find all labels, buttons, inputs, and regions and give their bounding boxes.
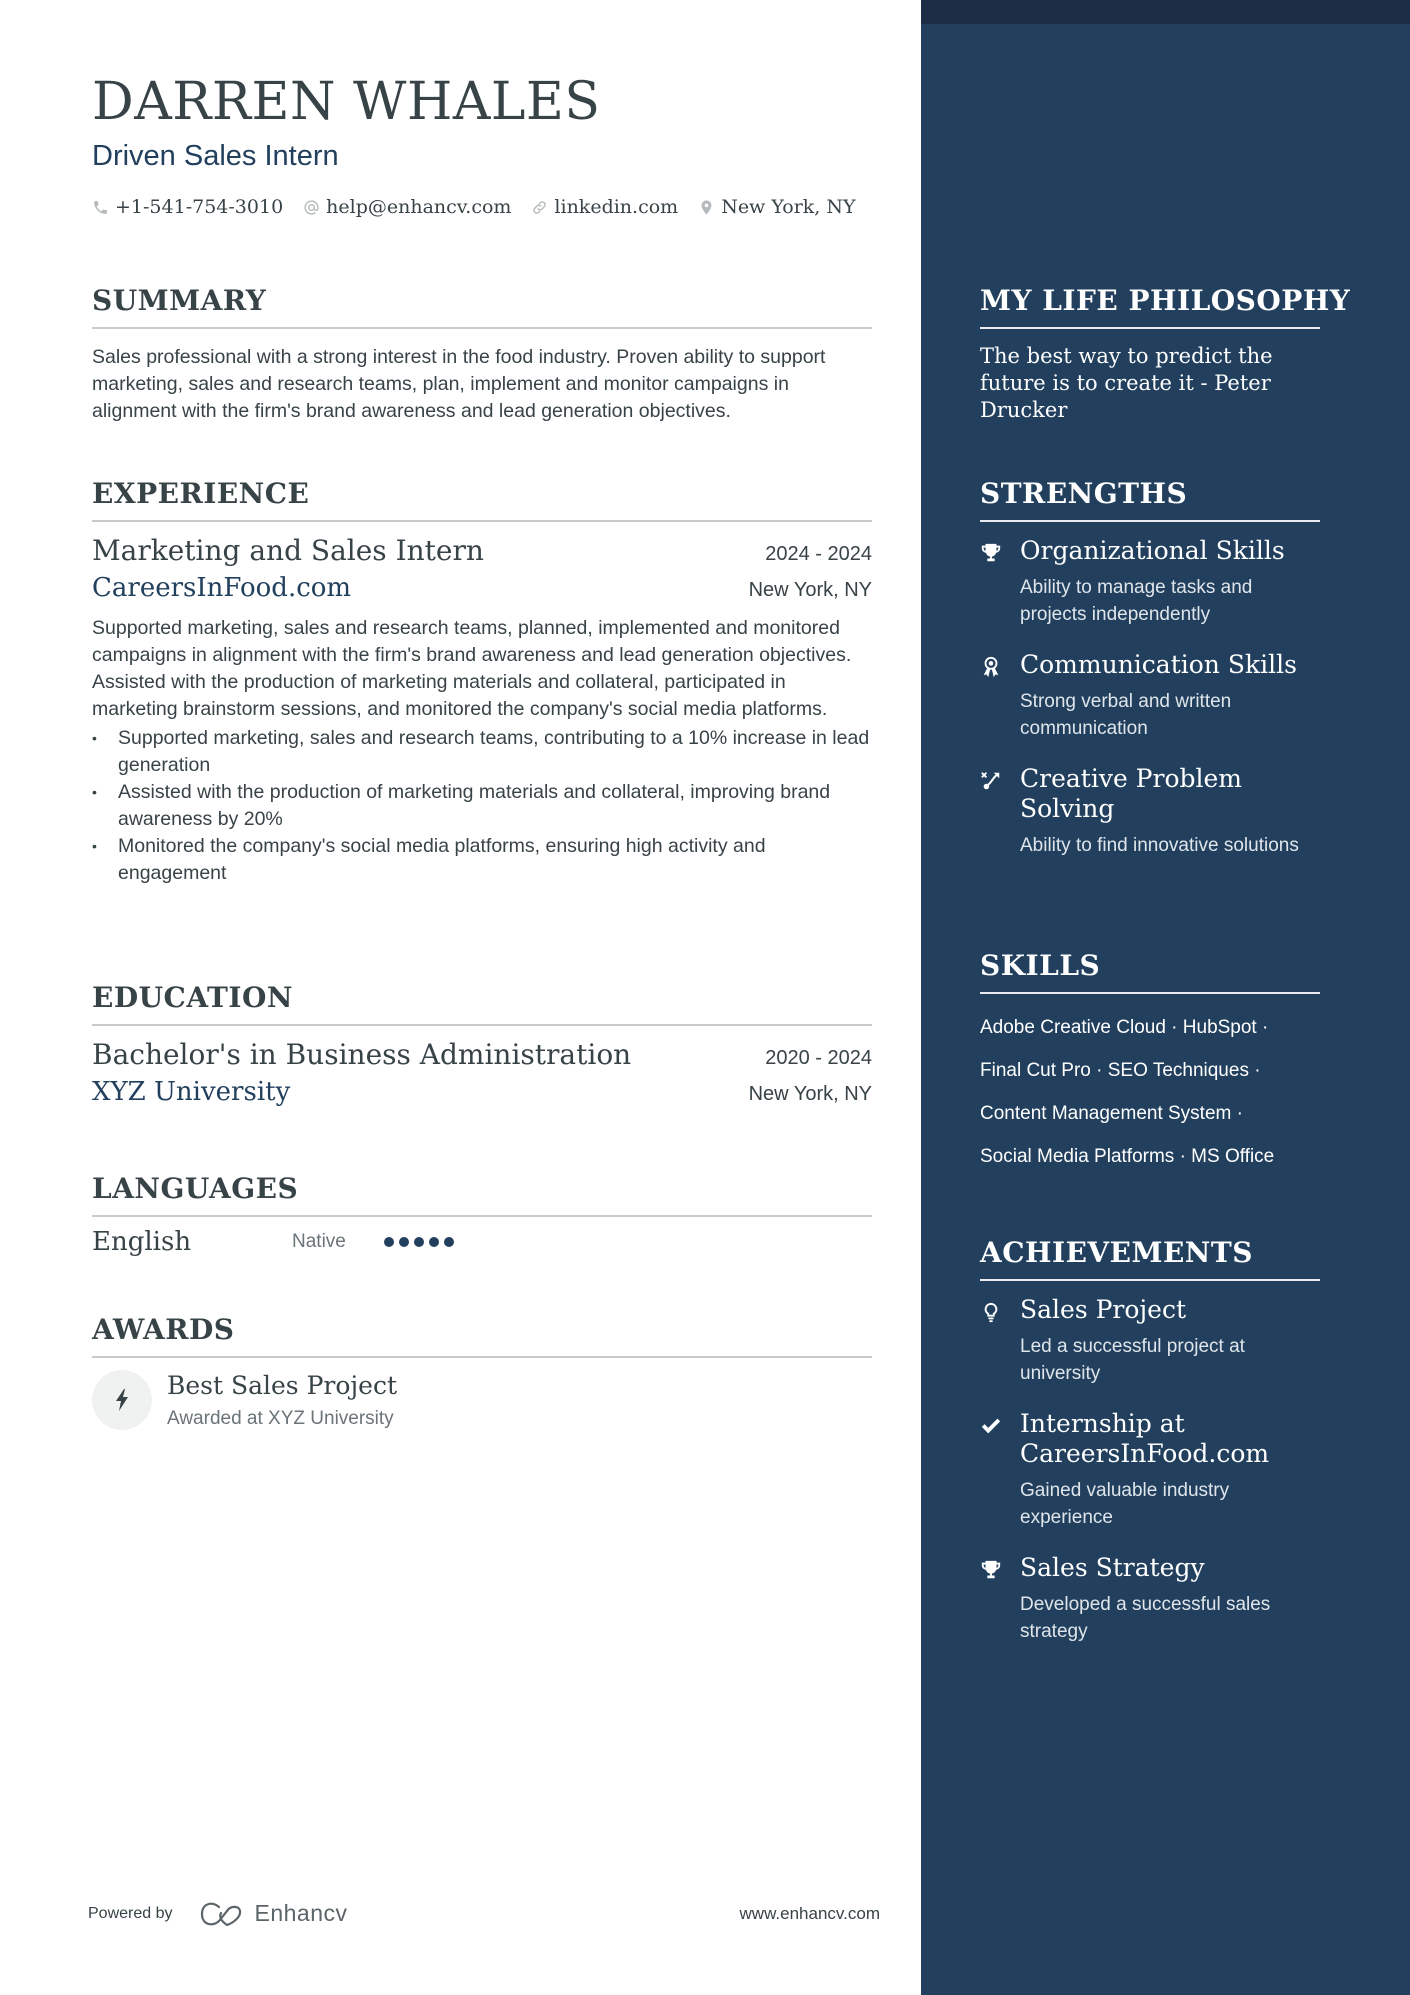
job-description: Supported marketing, sales and research teams, planned, implemented and monitored campaigns in alignment with the firm's brand awareness and lead generation objectives. Assisted with the production of marketing materials and collateral, participated in marketing brainstorm sessions, and monitored the company's social media platforms. (92, 617, 852, 720)
proficiency-dot-icon (384, 1237, 394, 1247)
contact-linkedin[interactable] (531, 196, 678, 218)
achievement-text (1020, 1295, 1320, 1387)
skill-line: Adobe Creative Cloud · HubSpot · (980, 1017, 1269, 1038)
contact-email[interactable] (303, 196, 511, 218)
education-location: New York, NY (748, 1083, 872, 1105)
strengths-heading: STRENGTHS (980, 477, 1320, 522)
strength-text (1020, 536, 1320, 628)
enhancv-logo-icon (199, 1901, 245, 1927)
strength-item (980, 536, 1320, 628)
proficiency-dot-icon (414, 1237, 424, 1247)
achievement-description: Led a successful project at university (1020, 1336, 1245, 1384)
education-header-row (92, 1038, 872, 1071)
achievement-title: Sales Strategy (1020, 1553, 1205, 1582)
language-level: Native (292, 1231, 346, 1252)
strength-text (1020, 764, 1320, 859)
phone-icon (92, 199, 109, 216)
education-heading: EDUCATION (92, 981, 872, 1026)
philosophy-section (980, 284, 1351, 424)
achievement-item (980, 1553, 1320, 1645)
strengths-section (980, 477, 1320, 859)
strength-description: Ability to manage tasks and projects independently (1020, 577, 1253, 625)
skill-line: Content Management System · (980, 1103, 1243, 1124)
website-link[interactable]: www.enhancv.com (739, 1903, 880, 1923)
education-section (92, 981, 872, 1107)
job-dates: 2024 - 2024 (765, 543, 872, 565)
experience-heading: EXPERIENCE (92, 477, 872, 522)
job-bullet: • Supported marketing, sales and research teams, contributing to a 10% increase in lead generation (92, 725, 872, 779)
achievements-section (980, 1236, 1320, 1645)
award-entry (92, 1370, 872, 1430)
email-text: help@enhancv.com (326, 196, 512, 218)
phone-text: +1-541-754-3010 (115, 196, 284, 218)
achievement-description: Developed a successful sales strategy (1020, 1594, 1271, 1642)
brand-name: Enhancv (254, 1900, 348, 1926)
skills-list (980, 1006, 1320, 1178)
medal-icon (980, 650, 1020, 742)
strength-title: Organizational Skills (1020, 536, 1285, 565)
job-company-row (92, 573, 872, 603)
checkmark-icon (980, 1409, 1020, 1531)
school: XYZ University (92, 1077, 291, 1107)
strength-description: Strong verbal and written communication (1020, 691, 1232, 739)
contact-info (92, 196, 856, 218)
skills-heading: SKILLS (980, 949, 1320, 994)
achievement-text (1020, 1553, 1320, 1645)
contact-phone[interactable] (92, 196, 283, 218)
trophy-icon (980, 536, 1020, 628)
job-bullet: • Assisted with the production of marketing materials and collateral, improving brand awareness by 20% (92, 779, 872, 833)
philosophy-heading: MY LIFE PHILOSOPHY (980, 284, 1320, 329)
linkedin-text: linkedin.com (554, 196, 679, 218)
job-title: Marketing and Sales Intern (92, 534, 484, 567)
footer (88, 1900, 880, 1927)
achievement-item (980, 1409, 1320, 1531)
awards-heading: AWARDS (92, 1313, 872, 1358)
skills-section (980, 949, 1320, 1178)
achievements-heading: ACHIEVEMENTS (980, 1236, 1320, 1281)
enhancv-logo[interactable] (199, 1900, 348, 1927)
job-location: New York, NY (748, 579, 872, 601)
achievement-title: Sales Project (1020, 1295, 1187, 1324)
summary-text: Sales professional with a strong interest in the food industry. Proven ability to support marketing, sales and research teams, plan, implement and monitor campaigns in alignment with the firm's brand awareness and lead generation objectives. (92, 346, 826, 422)
achievement-description: Gained valuable industry experience (1020, 1480, 1230, 1528)
philosophy-quote: The best way to predict the future is to create it - Peter Drucker (980, 344, 1273, 422)
skill-line: Social Media Platforms · MS Office (980, 1146, 1275, 1167)
awards-section (92, 1313, 872, 1430)
proficiency-dot-icon (444, 1237, 454, 1247)
skill-line: Final Cut Pro · SEO Techniques · (980, 1060, 1261, 1081)
strength-item (980, 650, 1320, 742)
strength-item (980, 764, 1320, 859)
link-icon (531, 199, 548, 216)
powered-by (88, 1900, 348, 1927)
language-name: English (92, 1227, 192, 1257)
strength-title: Creative Problem Solving (1020, 764, 1243, 823)
strength-description: Ability to find innovative solutions (1020, 835, 1299, 856)
experience-section (92, 477, 872, 887)
award-text (167, 1370, 397, 1430)
job-company: CareersInFood.com (92, 573, 352, 603)
languages-section (92, 1172, 872, 1257)
sidebar-top-band (921, 0, 1410, 24)
achievement-text (1020, 1409, 1320, 1531)
achievement-title: Internship at CareersInFood.com (1020, 1409, 1270, 1468)
strength-text (1020, 650, 1320, 742)
lightbulb-icon (980, 1295, 1020, 1387)
job-bullets (92, 725, 872, 887)
candidate-title: Driven Sales Intern (92, 140, 339, 172)
award-subtitle: Awarded at XYZ University (167, 1408, 394, 1429)
proficiency-dots (384, 1237, 454, 1247)
language-entry (92, 1227, 872, 1257)
contact-location (698, 196, 855, 218)
award-title: Best Sales Project (167, 1371, 398, 1400)
education-dates: 2020 - 2024 (765, 1047, 872, 1069)
education-school-row (92, 1077, 872, 1107)
proficiency-dot-icon (399, 1237, 409, 1247)
at-icon (303, 199, 320, 216)
job-entry (92, 534, 872, 887)
powered-by-label: Powered by (88, 1904, 173, 1922)
languages-heading: LANGUAGES (92, 1172, 872, 1217)
location-text: New York, NY (721, 196, 856, 218)
strength-title: Communication Skills (1020, 650, 1297, 679)
proficiency-dot-icon (429, 1237, 439, 1247)
location-pin-icon (698, 199, 715, 216)
education-entry (92, 1038, 872, 1107)
lightning-icon (92, 1370, 152, 1430)
degree: Bachelor's in Business Administration (92, 1038, 632, 1071)
path-solving-icon (980, 764, 1020, 859)
job-bullet: • Monitored the company's social media platforms, ensuring high activity and engagement (92, 833, 872, 887)
summary-section (92, 284, 872, 425)
candidate-name: DARREN WHALES (92, 72, 601, 132)
job-header-row (92, 534, 872, 567)
trophy-icon (980, 1553, 1020, 1645)
sidebar (921, 0, 1410, 1995)
achievement-item (980, 1295, 1320, 1387)
summary-heading: SUMMARY (92, 284, 872, 329)
